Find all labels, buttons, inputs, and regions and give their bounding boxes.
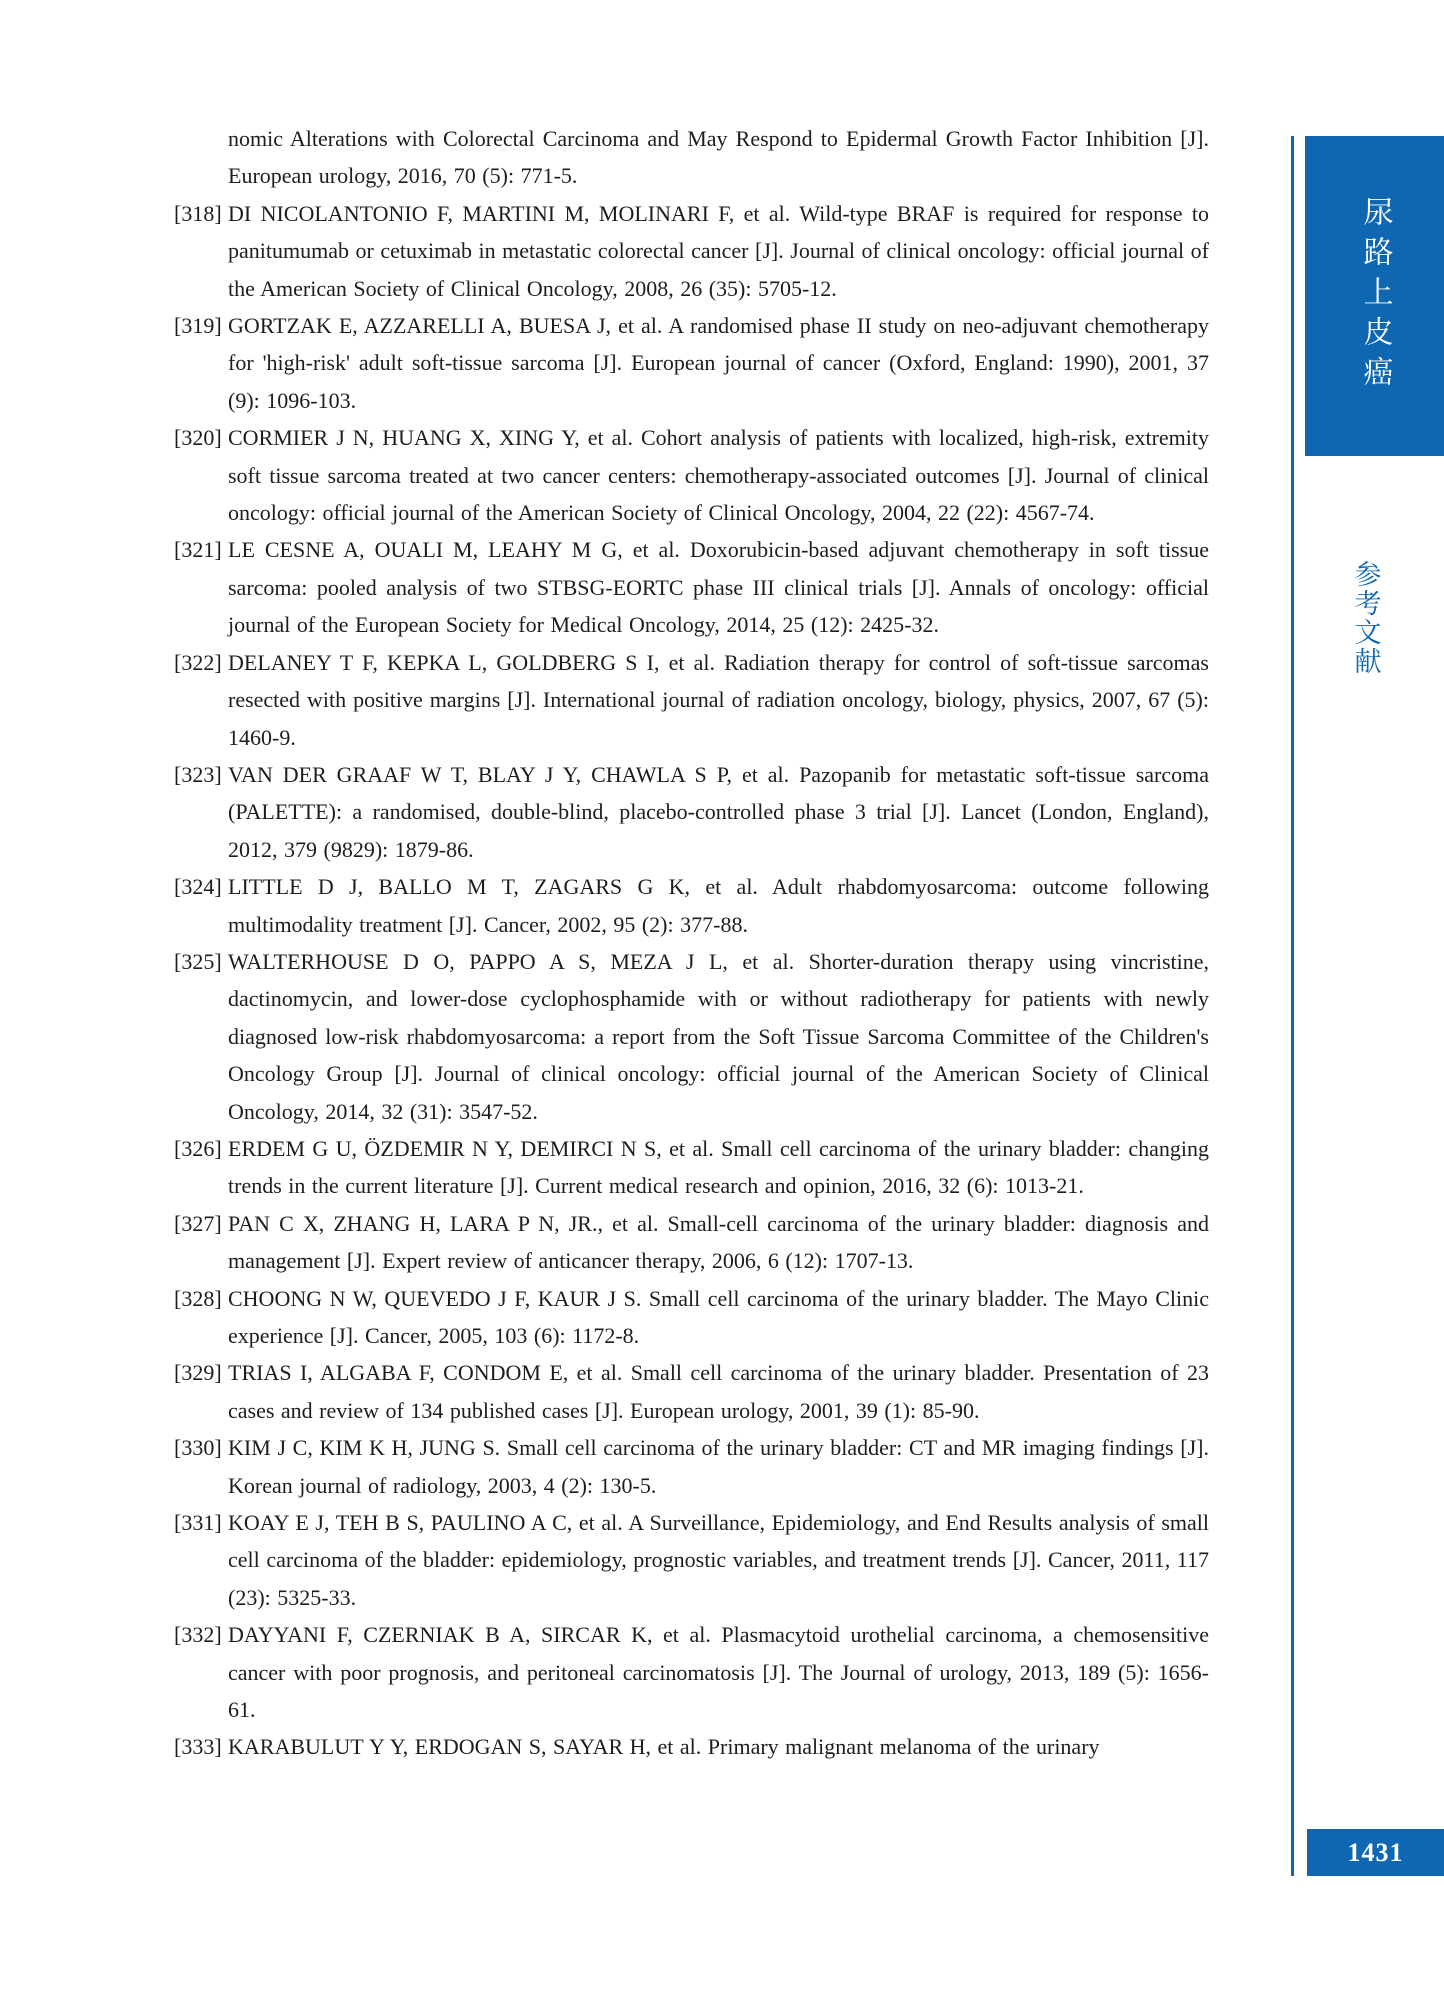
reference-text: TRIAS I, ALGABA F, CONDOM E, et al. Small cell carcinoma of the urinary bladder. Presentation of 23 cases and review of 134 published cases [J]. European urology, 2001, 39 (1): 85-90. (228, 1360, 1209, 1423)
reference-text: nomic Alterations with Colorectal Carcinoma and May Respond to Epidermal Growth Factor Inhibition [J]. European urology, 2016, 70 (5): 771-5. (228, 126, 1209, 189)
reference-number: [329] (174, 1360, 222, 1386)
reference-entry (174, 1280, 1209, 1355)
section-title-vertical (1338, 560, 1392, 690)
reference-number: [321] (174, 537, 222, 563)
reference-entry (174, 644, 1209, 756)
reference-entry (174, 1616, 1209, 1728)
reference-text: LE CESNE A, OUALI M, LEAHY M G, et al. Doxorubicin-based adjuvant chemotherapy in soft tissue sarcoma: pooled analysis of two STBSG-EORTC phase III clinical trials [J]. Annals of oncology: official journal of the European Society for Medical Oncology, 2014, 25 (12): 2425-32. (228, 537, 1209, 638)
reference-number: [324] (174, 874, 222, 900)
reference-text: DAYYANI F, CZERNIAK B A, SIRCAR K, et al. Plasmacytoid urothelial carcinoma, a chemosensitive cancer with poor prognosis, and peritoneal carcinomatosis [J]. The Journal of urology, 2013, 189 (5): 1656-61. (228, 1622, 1209, 1723)
reference-number: [323] (174, 761, 222, 787)
reference-number: [326] (174, 1135, 222, 1161)
chapter-tab (1305, 136, 1444, 456)
chapter-tab-label: 尿路上皮癌 (1358, 196, 1392, 396)
reference-entry (174, 868, 1209, 943)
reference-number: [325] (174, 948, 222, 974)
reference-text: CHOONG N W, QUEVEDO J F, KAUR J S. Small cell carcinoma of the urinary bladder. The Mayo Clinic experience [J]. Cancer, 2005, 103 (6): 1172-8. (228, 1285, 1209, 1348)
reference-text: KOAY E J, TEH B S, PAULINO A C, et al. A Surveillance, Epidemiology, and End Results analysis of small cell carcinoma of the bladder: epidemiology, prognostic variables, and treatment trends [J]. Cancer, 2011, 117 (23): 5325-33. (228, 1510, 1209, 1610)
reference-text: VAN DER GRAAF W T, BLAY J Y, CHAWLA S P, et al. Pazopanib for metastatic soft-tissue sarcoma (PALETTE): a randomised, double-blind, placebo-controlled phase 3 trial [J]. Lancet (London, England), 2012, 379 (9829): 1879-86. (228, 761, 1209, 862)
reference-entry (174, 195, 1209, 307)
reference-text: KARABULUT Y Y, ERDOGAN S, SAYAR H, et al. Primary malignant melanoma of the urinary (228, 1734, 1100, 1760)
references-list (174, 120, 1209, 1766)
reference-text: DELANEY T F, KEPKA L, GOLDBERG S I, et al. Radiation therapy for control of soft-tissue sarcomas resected with positive margins [J]. International journal of radiation oncology, biology, physics, 2007, 67 (5): 1460-9. (228, 649, 1209, 750)
reference-text: CORMIER J N, HUANG X, XING Y, et al. Cohort analysis of patients with localized, high-risk, extremity soft tissue sarcoma treated at two cancer centers: chemotherapy-associated outcomes [J]. Journal of clinical oncology: official journal of the American Society of Clinical Oncology, 2004, 22 (22): 4567-74. (228, 425, 1209, 526)
reference-entry (174, 307, 1209, 419)
reference-entry (174, 120, 1209, 195)
reference-entry (174, 531, 1209, 643)
reference-text: KIM J C, KIM K H, JUNG S. Small cell carcinoma of the urinary bladder: CT and MR imaging findings [J]. Korean journal of radiology, 2003, 4 (2): 130-5. (228, 1435, 1209, 1498)
reference-number: [331] (174, 1510, 222, 1536)
page-number: 1431 (1347, 1837, 1404, 1867)
reference-number: [327] (174, 1210, 222, 1236)
reference-text: PAN C X, ZHANG H, LARA P N, JR., et al. Small-cell carcinoma of the urinary bladder: diagnosis and management [J]. Expert review of anticancer therapy, 2006, 6 (12): 1707-13. (228, 1210, 1209, 1274)
reference-entry (174, 419, 1209, 531)
reference-number: [319] (174, 313, 222, 339)
reference-text: ERDEM G U, ÖZDEMIR N Y, DEMIRCI N S, et al. Small cell carcinoma of the urinary bladder: changing trends in the current literature [J]. Current medical research and opinion, 2016, 32 (6): 1013-21. (228, 1135, 1209, 1199)
page-number-badge (1307, 1829, 1444, 1876)
reference-text: DI NICOLANTONIO F, MARTINI M, MOLINARI F, et al. Wild-type BRAF is required for response to panitumumab or cetuximab in metastatic colorectal cancer [J]. Journal of clinical oncology: official journal of the American Society of Clinical Oncology, 2008, 26 (35): 5705-12. (228, 200, 1209, 301)
section-title-label: 参考文献 (1350, 560, 1381, 676)
sidebar-divider-line (1291, 136, 1294, 1876)
reference-entry (174, 1429, 1209, 1504)
reference-text: LITTLE D J, BALLO M T, ZAGARS G K, et al. Adult rhabdomyosarcoma: outcome following multimodality treatment [J]. Cancer, 2002, 95 (2): 377-88. (228, 874, 1209, 937)
reference-entry (174, 1504, 1209, 1616)
reference-entry (174, 1354, 1209, 1429)
reference-entry (174, 1130, 1209, 1205)
reference-number: [330] (174, 1435, 222, 1461)
reference-text: GORTZAK E, AZZARELLI A, BUESA J, et al. A randomised phase II study on neo-adjuvant chemotherapy for 'high-risk' adult soft-tissue sarcoma [J]. European journal of cancer (Oxford, England: 1990), 2001, 37 (9): 1096-103. (228, 313, 1209, 413)
reference-number: [320] (174, 425, 222, 451)
reference-number: [328] (174, 1285, 222, 1311)
reference-entry (174, 1205, 1209, 1280)
reference-entry (174, 1728, 1209, 1765)
reference-number: [318] (174, 200, 222, 226)
reference-entry (174, 943, 1209, 1130)
reference-entry (174, 756, 1209, 868)
reference-number: [332] (174, 1622, 222, 1648)
reference-number: [333] (174, 1734, 222, 1760)
reference-text: WALTERHOUSE D O, PAPPO A S, MEZA J L, et al. Shorter-duration therapy using vincristine, dactinomycin, and lower-dose cyclophosphamide with or without radiotherapy for patients with newly diagnosed low-risk rhabdomyosarcoma: a report from the Soft Tissue Sarcoma Committee of the Children's Oncology Group [J]. Journal of clinical oncology: official journal of the American Society of Clinical Oncology, 2014, 32 (31): 3547-52. (228, 948, 1209, 1124)
reference-number: [322] (174, 649, 222, 675)
